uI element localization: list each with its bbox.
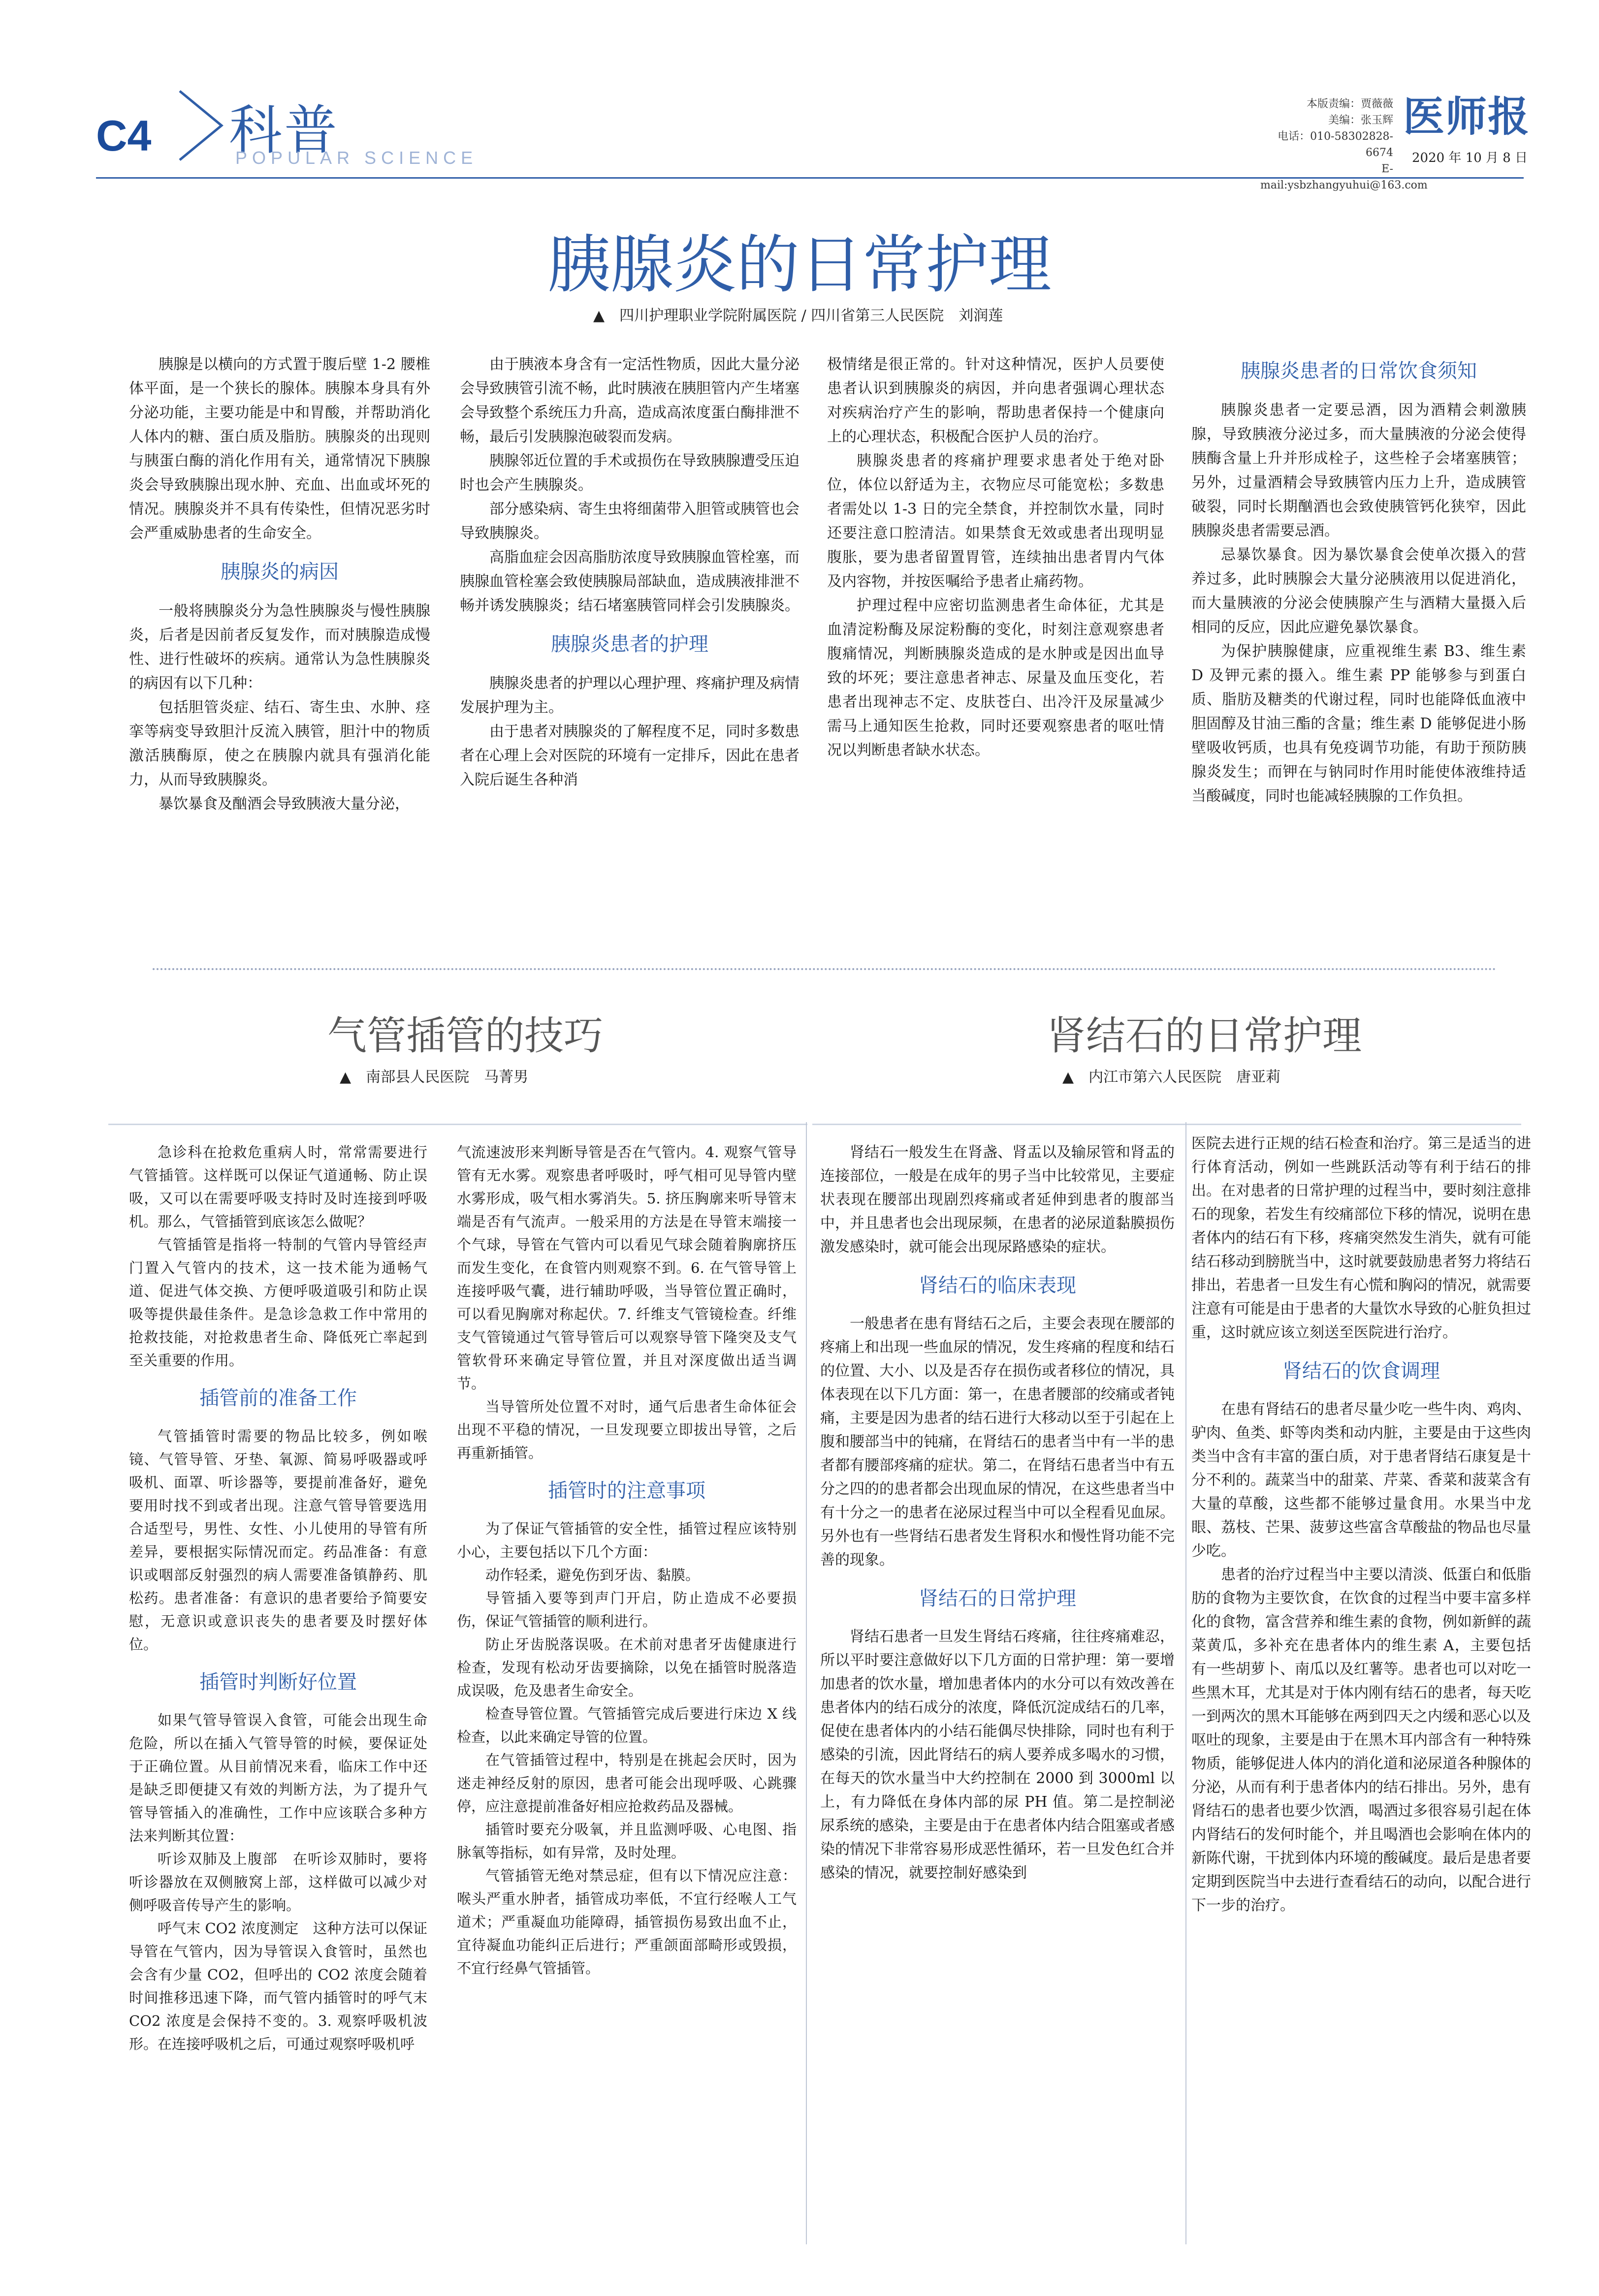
paragraph: 肾结石一般发生在肾盏、肾盂以及输尿管和肾盂的连接部位，一般是在成年的男子当中比较常见，主要症状表现在腰部出现剧烈疼痛或者延伸到患者的腹部当中，并且患者也会出现尿频，在患者的泌尿道黏膜损伤激发感染时，就可能会出现尿路感染的症状。 (820, 1144, 1175, 1256)
page-number: C4 (96, 111, 152, 160)
paragraph: 部分感染病、寄生虫将细菌带入胆管或胰管也会导致胰腺炎。 (460, 501, 800, 542)
paragraph: 气管插管是指将一特制的气管内导管经声门置入气管内的技术，这一技术能为通畅气道、促进气体交换、方便呼吸道吸引和防止误吸等提供最佳条件。是急诊急救工作中常用的抢救技能，对抢救患者生命、降低死亡率起到至关重要的作用。 (129, 1236, 427, 1369)
right-col-2 (1191, 1132, 1531, 1918)
paragraph: 检查导管位置。气管插管完成后要进行床边 X 线检查，以此来确定导管的位置。 (457, 1705, 797, 1745)
newspaper-logo: 医师报 (1403, 92, 1531, 141)
main-col-2 (460, 352, 800, 792)
subheading: 胰腺炎患者的护理 (551, 633, 708, 656)
paragraph: 在患有肾结石的患者尽量少吃一些牛肉、鸡肉、驴肉、鱼类、虾等肉类和动内脏，主要是由于这些肉类当中含有丰富的蛋白质，对于患者肾结石康复是十分不利的。蔬菜当中的甜菜、芹菜、香菜和菠菜含有大量的草酸，这些都不能够过量食用。水果当中龙眼、荔枝、芒果、菠萝这些富含草酸盐的物品也尽量少吃。 (1191, 1401, 1531, 1560)
main-article-title: 胰腺炎的日常护理 (547, 228, 1052, 302)
main-article-byline: ▲ 四川护理职业学院附属医院 / 四川省第三人民医院 刘润莲 (593, 307, 1003, 324)
chevron-right-icon (175, 89, 234, 162)
editor-credits (1260, 96, 1428, 193)
paragraph: 胰腺是以横向的方式置于腹后壁 1-2 腰椎体平面，是一个狭长的腺体。胰腺本身具有外分泌功能，主要功能是中和胃酸，并帮助消化人体内的糖、蛋白质及脂肪。胰腺炎的出现则与胰蛋白酶的消化作用有关，通常情况下胰腺炎会导致胰腺出现水肿、充血、出血或坏死的情况。胰腺炎并不具有传染性，但情况恶劣时会严重威胁患者的生命安全。 (129, 356, 430, 542)
paragraph: 由于患者对胰腺炎的了解程度不足，同时多数患者在心理上会对医院的环境有一定排斥，因此在患者入院后诞生各种消 (460, 723, 800, 788)
paragraph: 胰腺炎患者的护理以心理护理、疼痛护理及病情发展护理为主。 (460, 675, 800, 716)
right-article-byline: ▲ 内江市第六人民医院 唐亚莉 (1062, 1069, 1281, 1086)
paragraph: 医院去进行正规的结石检查和治疗。第三是适当的进行体育活动，例如一些跳跃活动等有利于结石的排出。在对患者的日常护理的过程当中，要时刻注意排石的现象，若发生有绞痛部位下移的情况，说明在患者体内的结石有下移，疼痛突然发生消失，就有可能结石移动到膀胱当中，这时就要鼓励患者努力将结石排出，若患者一旦发生有心慌和胸闷的情况，就需要注意有可能是由于患者的大量饮水导致的心脏负担过重，这时就应该立刻送至医院进行治疗。 (1191, 1135, 1531, 1341)
paragraph: 胰腺炎患者一定要忌酒，因为酒精会刺激胰腺，导致胰液分泌过多，而大量胰液的分泌会使得胰酶含量上升并形成栓子，这些栓子会堵塞胰管；另外，过量酒精会导致胰管内压力上升，造成胰管破裂，同时长期酗酒也会致使胰管钙化狭窄，因此胰腺炎患者需要忌酒。 (1191, 402, 1526, 539)
paragraph: 呼气末 CO2 浓度测定 这种方法可以保证导管在气管内，因为导管误入食管时，虽然也会含有少量 CO2，但呼出的 CO2 浓度会随着时间推移迅速下降，而气管内插管时的呼气末 CO2 浓度是会保持不变的。3. 观察呼吸机波形。在连接呼吸机之后，可通过观察呼吸机呼 (129, 1920, 427, 2052)
subheading: 肾结石的饮食调理 (1282, 1360, 1440, 1383)
paragraph: 防止牙齿脱落误吸。在术前对患者牙齿健康进行检查，发现有松动牙齿要摘除，以免在插管时脱落造成误吸，危及患者生命安全。 (457, 1636, 797, 1699)
paragraph: 气流速波形来判断导管是否在气管内。4. 观察气管导管有无水雾。观察患者呼吸时，呼气相可见导管内壁水雾形成，吸气相水雾消失。5. 挤压胸廓来听导管末端是否有气流声。一般采用的方法是在导管末端接一个气球，导管在气管内可以看见气球会随着胸廓挤压而发生变化，在食管内则观察不到。6. 在气管导管上连接呼吸气囊，进行辅助呼吸，当导管位置正确时，可以看见胸廓对称起伏。7. 纤维支气管镜检查。纤维支气管镜通过气管导管后可以观察导管下隆突及支气管软骨环来确定导管位置，并且对深度做出适当调节。 (457, 1144, 797, 1392)
paragraph: 插管时要充分吸氧，并且监测呼吸、心电图、指脉氧等指标，如有异常，及时处理。 (457, 1821, 797, 1861)
paragraph: 极情绪是很正常的。针对这种情况，医护人员要使患者认识到胰腺炎的病因，并向患者强调心理状态对疾病治疗产生的影响，帮助患者保持一个健康向上的心理状态，积极配合医护人员的治疗。 (827, 356, 1164, 445)
paragraph: 一般患者在患有肾结石之后，主要会表现在腰部的疼痛上和出现一些血尿的情况，发生疼痛的程度和结石的位置、大小、以及是否存在损伤或者移位的情况，具体表现在以下几方面：第一，在患者腰部的绞痛或者钝痛，主要是因为患者的结石进行大移动以至于引起在上腹和腰部当中的钝痛，在肾结石的患者当中有一半的患者都有腰部疼痛的症状。第二，在肾结石患者当中有五分之四的的患者都会出现血尿的情况，在这些患者当中有十分之一的患者在泌尿过程当中可以全程看见血尿。另外也有一些肾结石患者发生肾积水和慢性肾功能不完善的现象。 (820, 1315, 1175, 1569)
paragraph: 由于胰液本身含有一定活性物质，因此大量分泌会导致胰管引流不畅，此时胰液在胰胆管内产生堵塞会导致整个系统压力升高，造成高浓度蛋白酶排泄不畅，最后引发胰腺泡破裂而发病。 (460, 356, 800, 445)
column-divider (1185, 1122, 1186, 2244)
paragraph: 暴饮暴食及酗酒会导致胰液大量分泌， (159, 795, 410, 813)
subheading: 胰腺炎的病因 (221, 561, 339, 583)
subheading: 插管前的准备工作 (199, 1387, 357, 1410)
paragraph: 包括胆管炎症、结石、寄生虫、水肿、痉挛等病变导致胆汁反流入胰管，胆汁中的物质激活胰酶原，使之在胰腺内就具有强消化能力，从而导致胰腺炎。 (129, 699, 430, 788)
subheading: 肾结石的临床表现 (919, 1274, 1076, 1297)
right-article-title: 肾结石的日常护理 (1047, 1013, 1362, 1059)
left-article-rule (108, 1124, 807, 1125)
paragraph: 气管插管无绝对禁忌症，但有以下情况应注意：喉头严重水肿者，插管成功率低，不宜行经喉人工气道术；严重凝血功能障碍，插管损伤易致出血不止，宜待凝血功能纠正后进行；严重颌面部畸形或毁损，不宜行经鼻气管插管。 (457, 1867, 797, 1977)
header-divider (96, 177, 1524, 179)
paragraph: 为了保证气管插管的安全性，插管过程应该特别小心，主要包括以下几个方面： (457, 1520, 797, 1560)
credit-line: E-mail:ysbzhangyuhui@163.com (1260, 163, 1428, 191)
credit-line: 电话：010-58302828-6674 (1278, 130, 1393, 159)
paragraph: 忌暴饮暴食。因为暴饮暴食会使单次摄入的营养过多，此时胰腺会大量分泌胰液用以促进消化，而大量胰液的分泌会使胰腺产生与酒精大量摄入后相同的反应，因此应避免暴饮暴食。 (1191, 546, 1526, 636)
section-title: 科普 (229, 100, 340, 161)
section-divider (153, 968, 1497, 970)
subheading: 插管时判断好位置 (199, 1671, 357, 1694)
paragraph: 急诊科在抢救危重病人时，常常需要进行气管插管。这样既可以保证气道通畅、防止误吸，又可以在需要呼吸支持时及时连接到呼吸机。那么，气管插管到底该怎么做呢？ (129, 1144, 427, 1230)
left-col-2 (457, 1141, 797, 1980)
main-col-4 (1191, 345, 1526, 808)
column-divider (806, 1122, 807, 2244)
subheading: 肾结石的日常护理 (919, 1587, 1076, 1610)
paragraph: 气管插管时需要的物品比较多，例如喉镜、气管导管、牙垫、氧源、简易呼吸器或呼吸机、面罩、听诊器等，要提前准备好，避免要用时找不到或者出现。注意气管导管要选用合适型号，男性、女性、小儿使用的导管有所差异，要根据实际情况而定。药品准备：有意识或咽部反射强烈的病人需要准备镇静药、肌松药。患者准备：有意识的患者要给予简要安慰，无意识或意识丧失的患者要及时摆好体位。 (129, 1428, 427, 1653)
paragraph: 护理过程中应密切监测患者生命体征，尤其是血清淀粉酶及尿淀粉酶的变化，时刻注意观察患者腹痛情况，判断胰腺炎造成的是水肿或是因出血导致的坏死；要注意患者神志、尿量及血压变化，若患者出现神志不定、皮肤苍白、出冷汗及尿量减少需马上通知医生抢救，同时还要观察患者的呕吐情况以判断患者缺水状态。 (827, 597, 1164, 759)
left-article-byline: ▲ 南部县人民医院 马菁男 (340, 1069, 529, 1086)
paragraph: 当导管所处位置不对时，通气后患者生命体征会出现不平稳的情况，一旦发现要立即拔出导管，之后再重新插管。 (457, 1398, 797, 1461)
paragraph: 动作轻柔，避免伤到牙齿、黏膜。 (485, 1567, 700, 1583)
section-subtitle: POPULAR SCIENCE (235, 148, 478, 168)
paragraph: 一般将胰腺炎分为急性胰腺炎与慢性胰腺炎，后者是因前者反复发作，而对胰腺造成慢性、进行性破坏的疾病。通常认为急性胰腺炎的病因有以下几种： (129, 602, 430, 692)
main-col-1 (129, 352, 430, 816)
subheading: 插管时的注意事项 (548, 1479, 705, 1502)
paragraph: 为保护胰腺健康，应重视维生素 B3、维生素 D 及钾元素的摄入。维生素 PP 能够参与到蛋白质、脂肪及糖类的代谢过程，同时也能降低血液中胆固醇及甘油三酯的含量；维生素 D 能够促进小肠壁吸收钙质，也具有免疫调节功能，有助于预防胰腺炎发生；而钾在与钠同时作用时能使体液维持适当酸碱度，同时也能减轻胰腺的工作负担。 (1191, 643, 1526, 805)
subheading: 胰腺炎患者的日常饮食须知 (1241, 360, 1477, 382)
credit-line: 美编：张玉辉 (1328, 114, 1393, 126)
paragraph: 肾结石患者一旦发生肾结石疼痛，往往疼痛难忍，所以平时要注意做好以下几方面的日常护理：第一要增加患者的饮水量，增加患者体内的水分可以有效改善在患者体内的结石成分的浓度，降低沉淀成结石的几率，促使在患者体内的小结石能偶尽快排除，同时也有利于感染的引流，因此肾结石的病人要养成多喝水的习惯，在每天的饮水量当中大约控制在 2000 到 3000ml 以上，有力降低在身体内部的尿 PH 值。第二是控制泌尿系统的感染，主要是由于在患者体内结合阻塞或者感染的情况下非常容易形成恶性循环，若一旦发色红合并感染的情况，就要控制好感染到 (820, 1628, 1175, 1882)
issue-date: 2020 年 10 月 8 日 (1412, 151, 1528, 165)
paragraph: 导管插入要等到声门开启，防止造成不必要损伤，保证气管插管的顺利进行。 (457, 1590, 797, 1630)
paragraph: 高脂血症会因高脂肪浓度导致胰腺血管栓塞，而胰腺血管栓塞会致使胰腺局部缺血，造成胰液排泄不畅并诱发胰腺炎；结石堵塞胰管同样会引发胰腺炎。 (460, 549, 800, 614)
right-article-rule (812, 1124, 1521, 1125)
paragraph: 听诊双肺及上腹部 在听诊双肺时，要将听诊器放在双侧腋窝上部，这样做可以减少对侧呼吸音传导产生的影响。 (129, 1851, 427, 1914)
left-col-1 (129, 1141, 427, 2056)
left-article-title: 气管插管的技巧 (327, 1013, 603, 1059)
paragraph: 胰腺炎患者的疼痛护理要求患者处于绝对卧位，体位以舒适为主，衣物应尽可能宽松；多数患者需处以 1-3 日的完全禁食，并控制饮水量，同时还要注意口腔清洁。如果禁食无效或患者出现明显腹胀，要为患者留置胃管，连续抽出患者胃内气体及内容物，并按医嘱给予患者止痛药物。 (827, 452, 1164, 590)
main-col-3 (827, 352, 1164, 762)
credit-line: 本版责编：贾薇薇 (1306, 98, 1393, 110)
paragraph: 在气管插管过程中，特别是在挑起会厌时，因为迷走神经反射的原因，患者可能会出现呼吸、心跳骤停，应注意提前准备好相应抢救药品及器械。 (457, 1752, 797, 1815)
paragraph: 如果气管导管误入食管，可能会出现生命危险，所以在插入气管导管的时候，要保证处于正确位置。从目前情况来看，临床工作中还是缺乏即便捷又有效的判断方法，为了提升气管导管插入的准确性，工作中应该联合多种方法来判断其位置： (129, 1712, 427, 1844)
paragraph: 患者的治疗过程当中主要以清淡、低蛋白和低脂肪的食物为主要饮食，在饮食的过程当中要丰富多样化的食物，富含营养和维生素的食物，例如新鲜的蔬菜黄瓜，多补充在患者体内的维生素 A，主要包括有一些胡萝卜、南瓜以及红薯等。患者也可以对吃一些黑木耳，尤其是对于体内刚有结石的患者，每天吃一到两次的黑木耳能够在两到四天之内缓和恶心以及呕吐的现象，主要是由于在黑木耳内部含有一种特殊物质，能够促进人体内的消化道和泌尿道各种腺体的分泌，从而有利于患者体内的结石排出。另外，患有肾结石的患者也要少饮酒，喝酒过多很容易引起在体内肾结石的发何时能个，并且喝酒也会影响在体内的新陈代谢，干扰到体内环境的酸碱度。最后是患者要定期到医院当中去进行查看结石的动向，以配合进行下一步的治疗。 (1191, 1566, 1531, 1914)
paragraph: 胰腺邻近位置的手术或损伤在导致胰腺遭受压迫时也会产生胰腺炎。 (460, 452, 800, 494)
right-col-1 (820, 1141, 1175, 1885)
